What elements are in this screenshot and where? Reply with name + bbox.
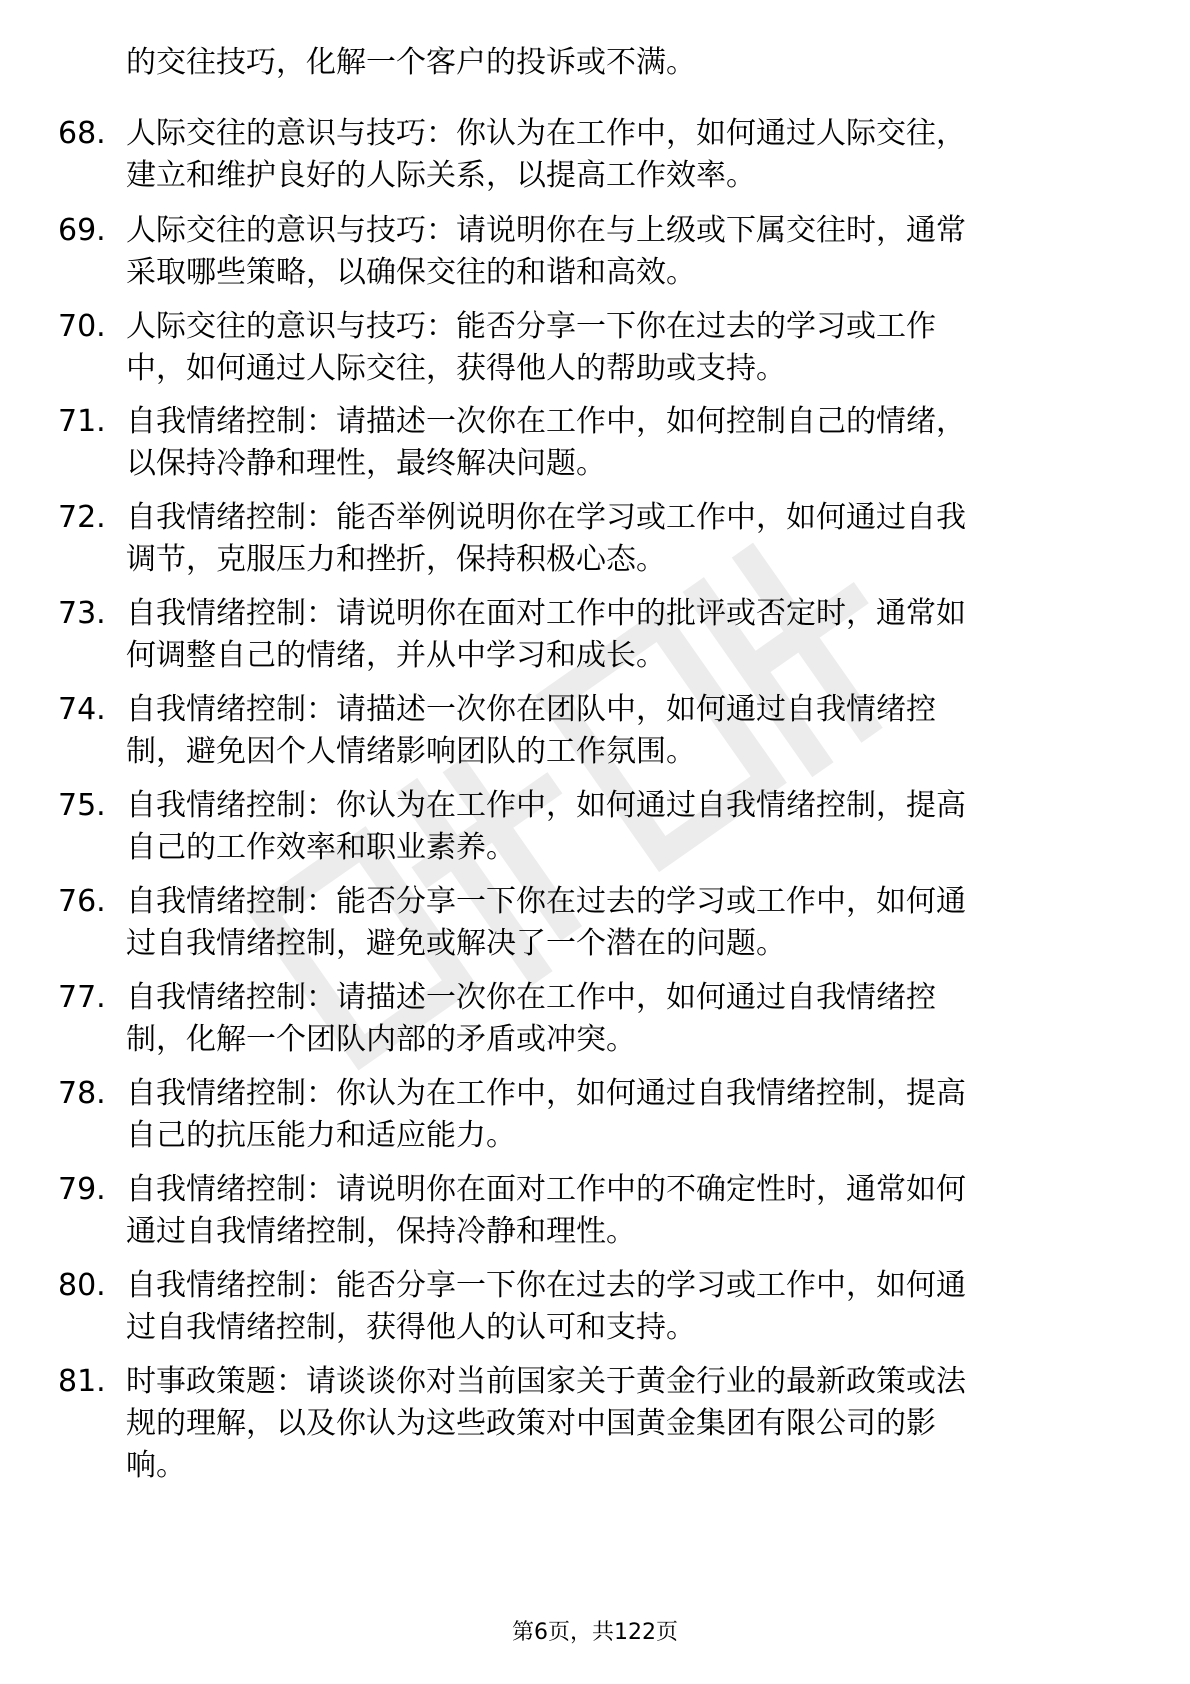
- question-text: 人际交往的意识与技巧：能否分享一下你在过去的学习或工作 中，如何通过人际交往，获得他人的帮助或支持。: [126, 309, 936, 386]
- question-text: 时事政策题：请谈谈你对当前国家关于黄金行业的最新政策或法 规的理解，以及你认为这些政策对中国黄金集团有限公司的影 响。: [126, 1364, 966, 1483]
- question-text: 自我情绪控制：请描述一次你在团队中，如何通过自我情绪控 制，避免因个人情绪影响团队的工作氛围。: [126, 692, 936, 769]
- question-number: 80.: [58, 1268, 106, 1303]
- question-text: 自我情绪控制：你认为在工作中，如何通过自我情绪控制，提高 自己的抗压能力和适应能力。: [126, 1076, 966, 1153]
- question-number: 76.: [58, 884, 106, 919]
- question-text: 自我情绪控制：你认为在工作中，如何通过自我情绪控制，提高 自己的工作效率和职业素养。: [126, 788, 966, 865]
- question-text: 自我情绪控制：请描述一次你在工作中，如何控制自己的情绪， 以保持冷静和理性，最终解决问题。: [126, 404, 966, 481]
- question-number: 81.: [58, 1364, 106, 1399]
- question-number: 68.: [58, 116, 106, 151]
- continuation-text: 的交往技巧，化解一个客户的投诉或不满。: [126, 45, 696, 80]
- question-text: 自我情绪控制：能否分享一下你在过去的学习或工作中，如何通 过自我情绪控制，获得他人的认可和支持。: [126, 1268, 966, 1345]
- question-text: 自我情绪控制：能否举例说明你在学习或工作中，如何通过自我 调节，克服压力和挫折，保持积极心态。: [126, 500, 966, 577]
- question-number: 72.: [58, 500, 106, 535]
- question-text: 人际交往的意识与技巧：你认为在工作中，如何通过人际交往， 建立和维护良好的人际关系，以提高工作效率。: [126, 116, 966, 193]
- question-text: 自我情绪控制：能否分享一下你在过去的学习或工作中，如何通 过自我情绪控制，避免或解决了一个潜在的问题。: [126, 884, 966, 961]
- question-number: 77.: [58, 980, 106, 1015]
- question-text: 人际交往的意识与技巧：请说明你在与上级或下属交往时，通常 采取哪些策略，以确保交往的和谐和高效。: [126, 213, 966, 290]
- question-text: 自我情绪控制：请描述一次你在工作中，如何通过自我情绪控 制，化解一个团队内部的矛盾或冲突。: [126, 980, 936, 1057]
- question-number: 75.: [58, 788, 106, 823]
- question-text: 自我情绪控制：请说明你在面对工作中的批评或否定时，通常如 何调整自己的情绪，并从中学习和成长。: [126, 596, 966, 673]
- page-footer: 第6页，共122页: [512, 1620, 678, 1645]
- question-number: 74.: [58, 692, 106, 727]
- question-number: 73.: [58, 596, 106, 631]
- question-number: 69.: [58, 213, 106, 248]
- question-number: 70.: [58, 309, 106, 344]
- question-number: 78.: [58, 1076, 106, 1111]
- question-number: 79.: [58, 1172, 106, 1207]
- question-number: 71.: [58, 404, 106, 439]
- question-text: 自我情绪控制：请说明你在面对工作中的不确定性时，通常如何 通过自我情绪控制，保持冷静和理性。: [126, 1172, 966, 1249]
